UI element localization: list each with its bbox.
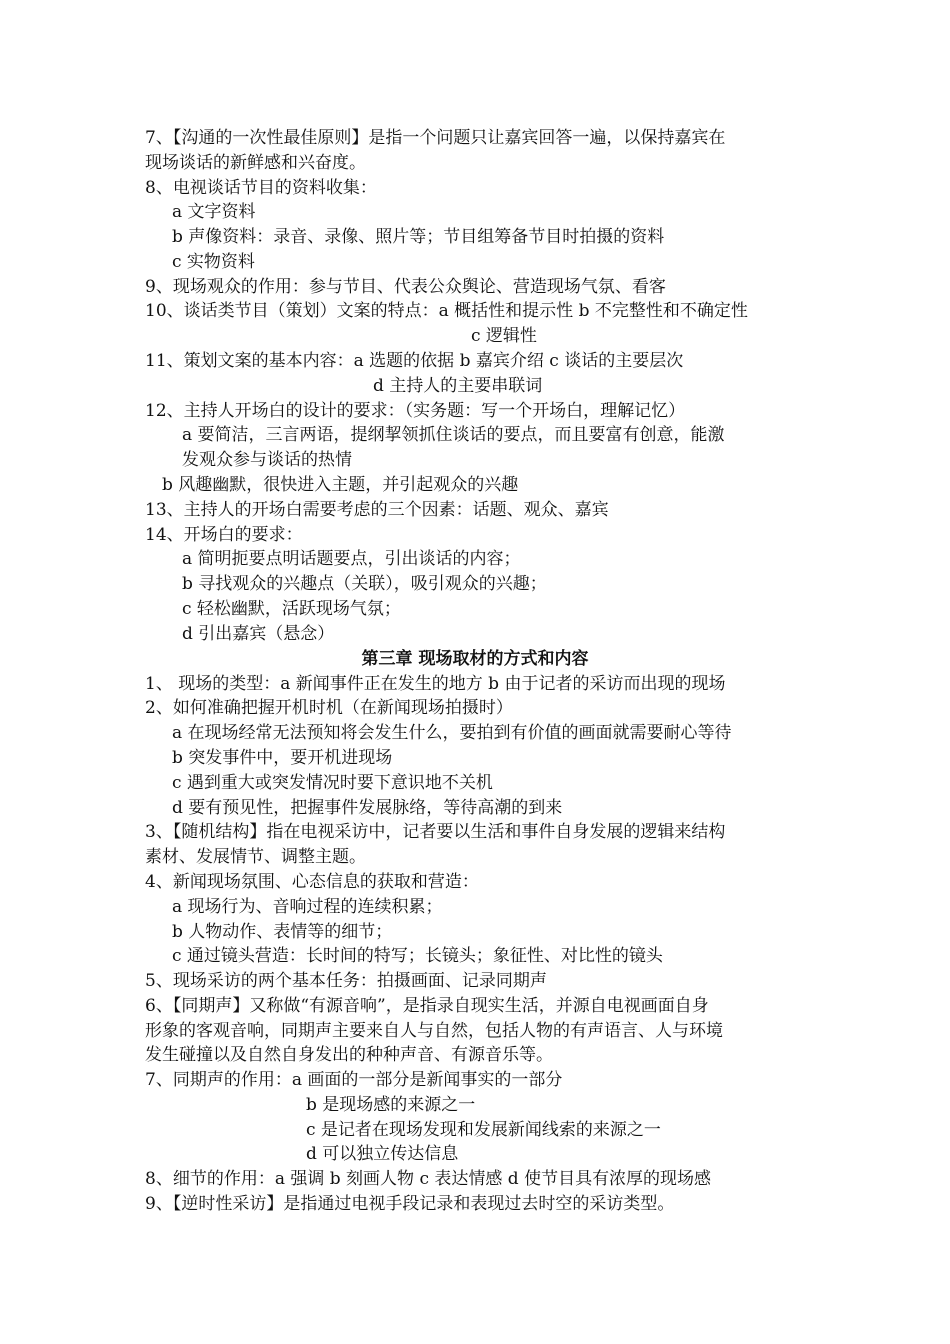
item-12-sub-a-line-1: a 要简洁，三言两语，提纲挈领抓住谈话的要点，而且要富有创意，能激 xyxy=(182,425,725,445)
ch3-item-9: 9、【逆时性采访】是指通过电视手段记录和表现过去时空的采访类型。 xyxy=(145,1194,675,1214)
ch3-item-7-sub-b: b 是现场感的来源之一 xyxy=(306,1095,476,1115)
ch3-item-5: 5、现场采访的两个基本任务：拍摄画面、记录同期声 xyxy=(145,971,547,991)
item-7-line-2: 现场谈话的新鲜感和兴奋度。 xyxy=(145,153,366,173)
item-13: 13、主持人的开场白需要考虑的三个因素：话题、观众、嘉宾 xyxy=(145,500,609,520)
ch3-item-3-line-1: 3、【随机结构】指在电视采访中，记者要以生活和事件自身发展的逻辑来结构 xyxy=(145,822,726,842)
ch3-item-7-sub-d: d 可以独立传达信息 xyxy=(306,1144,459,1164)
item-11-line-1: 11、策划文案的基本内容：a 选题的依据 b 嘉宾介绍 c 谈话的主要层次 xyxy=(145,351,684,371)
item-14-sub-c: c 轻松幽默，活跃现场气氛； xyxy=(182,599,401,619)
ch3-item-2-sub-c: c 遇到重大或突发情况时要下意识地不关机 xyxy=(172,773,493,793)
ch3-item-7-heading: 7、同期声的作用：a 画面的一部分是新闻事实的一部分 xyxy=(145,1070,563,1090)
item-10-line-2: c 逻辑性 xyxy=(471,326,537,346)
ch3-item-4-sub-c: c 通过镜头营造：长时间的特写；长镜头；象征性、对比性的镜头 xyxy=(172,946,663,966)
item-8-sub-a: a 文字资料 xyxy=(172,202,256,222)
ch3-item-6-line-1: 6、【同期声】又称做“有源音响”，是指录自现实生活，并源自电视画面自身 xyxy=(145,996,709,1016)
ch3-item-2-sub-b: b 突发事件中，要开机进现场 xyxy=(172,748,393,768)
item-8-sub-b: b 声像资料：录音、录像、照片等；节目组筹备节目时拍摄的资料 xyxy=(172,227,665,247)
item-14-sub-a: a 简明扼要点明话题要点，引出谈话的内容； xyxy=(182,549,521,569)
ch3-item-2-sub-a: a 在现场经常无法预知将会发生什么，要拍到有价值的画面就需要耐心等待 xyxy=(172,723,732,743)
item-12-heading: 12、主持人开场白的设计的要求：（实务题：写一个开场白，理解记忆） xyxy=(145,401,686,421)
item-12-sub-a-line-2: 发观众参与谈话的热情 xyxy=(182,450,352,470)
item-12-sub-b: b 风趣幽默，很快进入主题，并引起观众的兴趣 xyxy=(162,475,519,495)
ch3-item-7-sub-c: c 是记者在现场发现和发展新闻线索的来源之一 xyxy=(306,1120,661,1140)
item-14-sub-d: d 引出嘉宾（悬念） xyxy=(182,624,335,644)
ch3-item-3-line-2: 素材、发展情节、调整主题。 xyxy=(145,847,366,867)
item-10-line-1: 10、谈话类节目（策划）文案的特点：a 概括性和提示性 b 不完整性和不确定性 xyxy=(145,301,748,321)
ch3-item-8: 8、细节的作用：a 强调 b 刻画人物 c 表达情感 d 使节目具有浓厚的现场感 xyxy=(145,1169,712,1189)
item-11-line-2: d 主持人的主要串联词 xyxy=(373,376,543,396)
ch3-item-1: 1、 现场的类型：a 新闻事件正在发生的地方 b 由于记者的采访而出现的现场 xyxy=(145,674,726,694)
ch3-item-6-line-2: 形象的客观音响，同期声主要来自人与自然，包括人物的有声语言、人与环境 xyxy=(145,1021,723,1041)
ch3-item-4-heading: 4、新闻现场氛围、心态信息的获取和营造： xyxy=(145,872,479,892)
ch3-item-4-sub-a: a 现场行为、音响过程的连续积累； xyxy=(172,897,443,917)
ch3-item-2-heading: 2、如何准确把握开机时机（在新闻现场拍摄时） xyxy=(145,698,513,718)
ch3-item-2-sub-d: d 要有预见性，把握事件发展脉络，等待高潮的到来 xyxy=(172,798,563,818)
ch3-item-6-line-3: 发生碰撞以及自然自身发出的种种声音、有源音乐等。 xyxy=(145,1045,553,1065)
item-9: 9、现场观众的作用：参与节目、代表公众舆论、营造现场气氛、看客 xyxy=(145,277,666,297)
item-8-heading: 8、电视谈话节目的资料收集： xyxy=(145,178,377,198)
item-14-sub-b: b 寻找观众的兴趣点（关联），吸引观众的兴趣； xyxy=(182,574,547,594)
item-14-heading: 14、开场白的要求： xyxy=(145,525,303,545)
item-7-line-1: 7、【沟通的一次性最佳原则】是指一个问题只让嘉宾回答一遍，以保持嘉宾在 xyxy=(145,128,726,148)
chapter-3-title: 第三章 现场取材的方式和内容 xyxy=(361,649,589,669)
ch3-item-4-sub-b: b 人物动作、表情等的细节； xyxy=(172,922,393,942)
item-8-sub-c: c 实物资料 xyxy=(172,252,255,272)
